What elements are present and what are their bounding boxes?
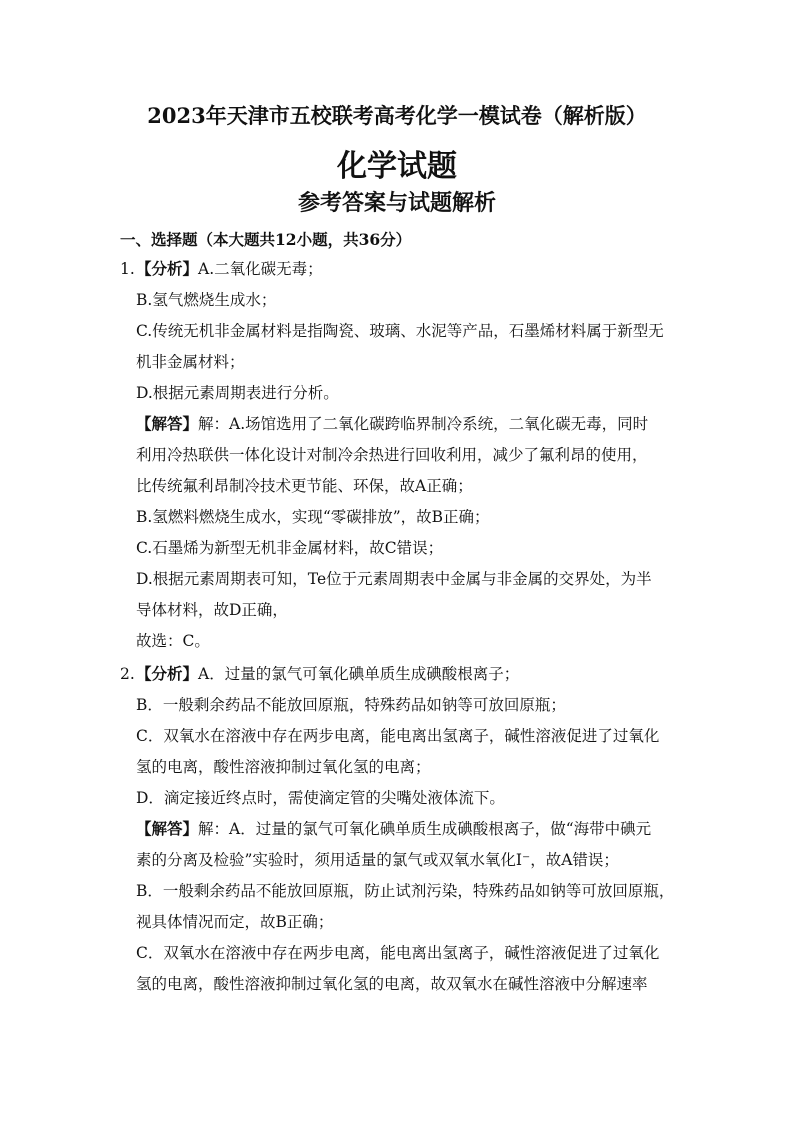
question-2-number: 2. — [120, 665, 135, 683]
q1-analysis-line-2: B.氢气燃烧生成水； — [136, 291, 277, 309]
q2-analysis-line-5: D．滴定接近终点时，需使滴定管的尖嘴处液体流下。 — [136, 789, 505, 807]
q1-answer-line-8: 故选：C。 — [136, 632, 210, 650]
q1-analysis-line-4: 机非金属材料； — [136, 353, 245, 371]
q1-analysis-tag: 【分析】 — [136, 259, 199, 278]
q1-answer-text-1: 解：A.场馆选用了二氧化碳跨临界制冷系统，二氧化碳无毒，同时 — [198, 415, 649, 433]
section-heading: 一、选择题（本大题共12小题，共36分） — [120, 230, 412, 249]
q1-answer-tag: 【解答】 — [136, 414, 199, 433]
q2-analysis-line-3: C．双氧水在溶液中存在两步电离，能电离出氢离子，碱性溶液促进了过氧化 — [136, 727, 660, 745]
q1-answer-line-2: 利用冷热联供一体化设计对制冷余热进行回收利用，减少了氟利昂的使用， — [136, 446, 648, 464]
q2-analysis-line-1 — [136, 663, 519, 685]
question-1-number: 1. — [120, 260, 135, 278]
q1-analysis-text-1: A.二氧化碳无毒； — [198, 260, 323, 278]
document-title: 2023年天津市五校联考高考化学一模试卷（解析版） — [147, 103, 647, 128]
q2-analysis-line-4: 氢的电离，酸性溶液抑制过氧化氢的电离； — [136, 758, 431, 776]
q2-answer-text-1: 解：A．过量的氯气可氧化碘单质生成碘酸根离子，做“海带中碘元 — [198, 820, 652, 838]
document-subtitle: 化学试题 — [337, 149, 457, 184]
q2-answer-line-5: C．双氧水在溶液中存在两步电离，能电离出氢离子，碱性溶液促进了过氧化 — [136, 944, 660, 962]
q1-answer-line-4: B.氢燃料燃烧生成水，实现“零碳排放”，故B正确； — [136, 508, 490, 526]
q1-analysis-line-5: D.根据元素周期表进行分析。 — [136, 384, 339, 402]
q1-answer-line-1 — [136, 413, 648, 435]
q1-answer-line-7: 导体材料，故D正确， — [136, 601, 288, 619]
q2-answer-line-1 — [136, 818, 651, 840]
q2-analysis-tag: 【分析】 — [136, 664, 199, 683]
q2-answer-line-4: 视具体情况而定，故B正确； — [136, 913, 334, 931]
q2-answer-tag: 【解答】 — [136, 819, 199, 838]
document-subtitle-2: 参考答案与试题解析 — [297, 190, 496, 216]
q1-analysis-line-3: C.传统无机非金属材料是指陶瓷、玻璃、水泥等产品，石墨烯材料属于新型无 — [136, 322, 664, 340]
q2-answer-line-3: B．一般剩余药品不能放回原瓶，防止试剂污染，特殊药品如钠等可放回原瓶， — [136, 882, 675, 900]
q2-analysis-text-1: A．过量的氯气可氧化碘单质生成碘酸根离子； — [198, 665, 520, 683]
q1-answer-line-6: D.根据元素周期表可知，Te位于元素周期表中金属与非金属的交界处，为半 — [136, 570, 652, 588]
q2-answer-line-6: 氢的电离，酸性溶液抑制过氧化氢的电离，故双氧水在碱性溶液中分解速率 — [136, 975, 648, 993]
q1-answer-line-5: C.石墨烯为新型无机非金属材料，故C错误； — [136, 539, 444, 557]
q1-analysis-line-1 — [136, 258, 323, 280]
q2-answer-line-2: 素的分离及检验”实验时，须用适量的氯气或双氧水氧化I⁻，故A错误； — [136, 851, 619, 869]
q1-answer-line-3: 比传统氟利昂制冷技术更节能、环保，故A正确； — [136, 477, 473, 495]
q2-analysis-line-2: B．一般剩余药品不能放回原瓶，特殊药品如钠等可放回原瓶； — [136, 696, 566, 714]
